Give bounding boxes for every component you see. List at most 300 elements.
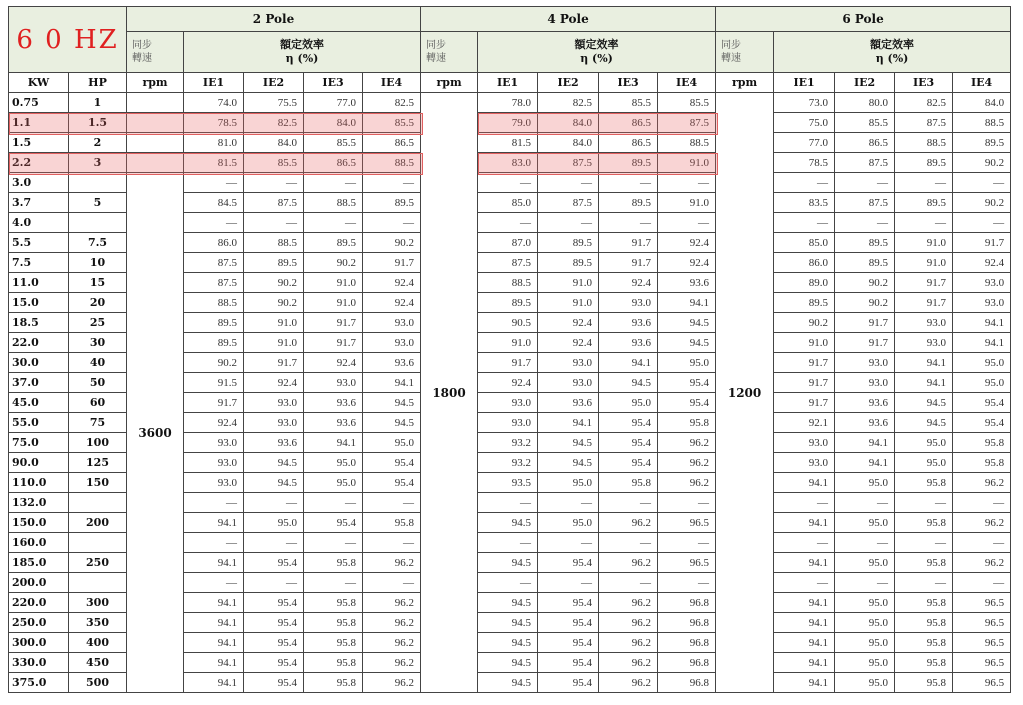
efficiency-cell: 93.6: [538, 393, 599, 413]
efficiency-cell: —: [895, 573, 953, 593]
efficiency-cell: —: [244, 493, 304, 513]
efficiency-cell: 95.8: [304, 593, 363, 613]
rpm-header: rpm: [421, 73, 478, 93]
efficiency-cell: 89.5: [599, 193, 658, 213]
rated-efficiency-label: [184, 32, 421, 73]
efficiency-cell: 96.8: [658, 633, 716, 653]
efficiency-cell: 90.2: [363, 233, 421, 253]
efficiency-cell: 95.4: [953, 413, 1011, 433]
efficiency-cell: 87.5: [895, 113, 953, 133]
ie4-header: IE4: [658, 73, 716, 93]
efficiency-cell: 84.0: [538, 113, 599, 133]
kw-cell: 75.0: [9, 433, 69, 453]
efficiency-cell: 95.4: [538, 593, 599, 613]
efficiency-cell: 94.1: [184, 513, 244, 533]
efficiency-cell: 95.8: [953, 433, 1011, 453]
efficiency-cell: 96.8: [658, 673, 716, 693]
efficiency-cell: 93.6: [835, 413, 895, 433]
efficiency-cell: —: [363, 573, 421, 593]
efficiency-cell: 95.0: [835, 653, 895, 673]
sync-speed-label: 同步 轉速: [127, 32, 184, 73]
efficiency-cell: 94.5: [244, 453, 304, 473]
efficiency-cell: 90.5: [478, 313, 538, 333]
efficiency-cell: —: [895, 493, 953, 513]
efficiency-cell: 91.0: [478, 333, 538, 353]
kw-cell: 18.5: [9, 313, 69, 333]
efficiency-unit: η (%): [875, 52, 909, 65]
efficiency-cell: 90.2: [244, 293, 304, 313]
efficiency-cell: 90.2: [774, 313, 835, 333]
efficiency-cell: 91.0: [658, 153, 716, 173]
efficiency-cell: 94.1: [363, 373, 421, 393]
hp-cell: 450: [69, 653, 127, 673]
efficiency-cell: —: [895, 213, 953, 233]
efficiency-cell: 95.8: [895, 613, 953, 633]
efficiency-cell: 91.0: [304, 273, 363, 293]
efficiency-cell: 96.2: [599, 513, 658, 533]
kw-cell: 90.0: [9, 453, 69, 473]
kw-header: KW: [9, 73, 69, 93]
efficiency-cell: 88.5: [953, 113, 1011, 133]
ie2-header: IE2: [835, 73, 895, 93]
hp-cell: 2: [69, 133, 127, 153]
kw-cell: 185.0: [9, 553, 69, 573]
kw-cell: 3.0: [9, 173, 69, 193]
efficiency-cell: 94.5: [538, 453, 599, 473]
efficiency-cell: 94.5: [363, 413, 421, 433]
hp-cell: 5: [69, 193, 127, 213]
efficiency-cell: —: [363, 533, 421, 553]
kw-cell: 11.0: [9, 273, 69, 293]
efficiency-cell: —: [835, 533, 895, 553]
efficiency-cell: 91.7: [835, 333, 895, 353]
kw-cell: 45.0: [9, 393, 69, 413]
kw-cell: 160.0: [9, 533, 69, 553]
rpm-cell: 1200: [716, 93, 774, 693]
efficiency-cell: —: [304, 173, 363, 193]
efficiency-cell: 94.5: [658, 333, 716, 353]
efficiency-cell: 95.4: [244, 593, 304, 613]
efficiency-cell: 92.1: [774, 413, 835, 433]
efficiency-cell: 77.0: [304, 93, 363, 113]
efficiency-cell: 91.7: [774, 353, 835, 373]
efficiency-cell: 95.8: [304, 613, 363, 633]
efficiency-cell: —: [835, 213, 895, 233]
efficiency-cell: 87.5: [538, 193, 599, 213]
sync-speed-label: 同步 轉速: [716, 32, 774, 73]
efficiency-cell: 93.0: [478, 413, 538, 433]
efficiency-cell: 81.0: [184, 133, 244, 153]
efficiency-cell: 89.5: [538, 233, 599, 253]
efficiency-cell: 94.5: [244, 473, 304, 493]
pole-header-6: 6 Pole: [716, 7, 1011, 32]
efficiency-cell: 92.4: [244, 373, 304, 393]
efficiency-cell: 93.0: [244, 393, 304, 413]
efficiency-cell: —: [658, 173, 716, 193]
efficiency-cell: 90.2: [244, 273, 304, 293]
kw-cell: 1.5: [9, 133, 69, 153]
efficiency-cell: 88.5: [478, 273, 538, 293]
hp-cell: 7.5: [69, 233, 127, 253]
efficiency-cell: 93.0: [835, 373, 895, 393]
efficiency-cell: —: [953, 533, 1011, 553]
efficiency-cell: 96.5: [953, 653, 1011, 673]
hp-cell: 300: [69, 593, 127, 613]
efficiency-cell: 84.0: [953, 93, 1011, 113]
kw-cell: 330.0: [9, 653, 69, 673]
efficiency-cell: 91.7: [478, 353, 538, 373]
efficiency-cell: 91.7: [599, 233, 658, 253]
kw-cell: 7.5: [9, 253, 69, 273]
efficiency-cell: 95.0: [835, 473, 895, 493]
efficiency-cell: —: [304, 493, 363, 513]
efficiency-cell: 95.4: [244, 553, 304, 573]
efficiency-cell: 96.2: [953, 553, 1011, 573]
efficiency-cell: —: [774, 493, 835, 513]
efficiency-cell: 81.5: [478, 133, 538, 153]
rated-efficiency-title: 額定效率: [574, 38, 619, 51]
efficiency-cell: 91.0: [244, 313, 304, 333]
efficiency-cell: 94.1: [953, 333, 1011, 353]
efficiency-cell: —: [953, 213, 1011, 233]
efficiency-cell: 96.2: [363, 613, 421, 633]
efficiency-cell: —: [478, 213, 538, 233]
hp-cell: 30: [69, 333, 127, 353]
efficiency-cell: 89.5: [895, 153, 953, 173]
efficiency-cell: 96.5: [658, 553, 716, 573]
efficiency-cell: 94.5: [478, 653, 538, 673]
efficiency-cell: —: [363, 213, 421, 233]
kw-cell: 2.2: [9, 153, 69, 173]
efficiency-cell: 93.0: [363, 313, 421, 333]
efficiency-cell: —: [599, 573, 658, 593]
rpm-cell-blank: [127, 113, 184, 133]
efficiency-cell: 91.0: [895, 253, 953, 273]
hp-cell: 150: [69, 473, 127, 493]
efficiency-cell: 77.0: [774, 133, 835, 153]
efficiency-cell: —: [304, 573, 363, 593]
hp-cell: 125: [69, 453, 127, 473]
efficiency-cell: 82.5: [363, 93, 421, 113]
efficiency-cell: 85.5: [658, 93, 716, 113]
efficiency-cell: 86.5: [304, 153, 363, 173]
efficiency-cell: 91.7: [244, 353, 304, 373]
efficiency-cell: 96.2: [658, 473, 716, 493]
efficiency-cell: 93.6: [244, 433, 304, 453]
efficiency-cell: 82.5: [244, 113, 304, 133]
efficiency-cell: 95.4: [538, 633, 599, 653]
efficiency-cell: 87.5: [658, 113, 716, 133]
efficiency-cell: 94.1: [835, 453, 895, 473]
hp-cell: 500: [69, 673, 127, 693]
kw-cell: 250.0: [9, 613, 69, 633]
efficiency-cell: 95.8: [895, 653, 953, 673]
efficiency-cell: 95.8: [895, 673, 953, 693]
efficiency-cell: 90.2: [953, 153, 1011, 173]
efficiency-cell: 94.1: [599, 353, 658, 373]
efficiency-cell: 89.5: [774, 293, 835, 313]
efficiency-cell: 95.0: [835, 593, 895, 613]
efficiency-cell: 94.5: [478, 553, 538, 573]
efficiency-cell: 94.1: [658, 293, 716, 313]
efficiency-cell: —: [478, 533, 538, 553]
hp-cell: 75: [69, 413, 127, 433]
efficiency-cell: 85.5: [599, 93, 658, 113]
efficiency-cell: 93.0: [774, 453, 835, 473]
hp-cell: 1: [69, 93, 127, 113]
efficiency-cell: 92.4: [953, 253, 1011, 273]
efficiency-cell: 90.2: [184, 353, 244, 373]
efficiency-cell: 94.5: [478, 593, 538, 613]
efficiency-cell: —: [895, 533, 953, 553]
pole-header-row: [9, 7, 1011, 32]
efficiency-cell: 93.0: [538, 353, 599, 373]
efficiency-cell: 85.5: [244, 153, 304, 173]
efficiency-cell: 96.2: [363, 553, 421, 573]
efficiency-cell: 87.5: [835, 153, 895, 173]
efficiency-cell: 78.0: [478, 93, 538, 113]
efficiency-cell: —: [184, 533, 244, 553]
efficiency-header-row: [9, 32, 1011, 73]
efficiency-cell: 91.0: [538, 293, 599, 313]
efficiency-cell: 91.7: [304, 333, 363, 353]
hp-header: HP: [69, 73, 127, 93]
efficiency-cell: 94.1: [895, 373, 953, 393]
efficiency-cell: 91.7: [599, 253, 658, 273]
efficiency-cell: 93.0: [895, 333, 953, 353]
efficiency-cell: 93.0: [774, 433, 835, 453]
rpm-cell: 3600: [127, 173, 184, 693]
efficiency-cell: 96.2: [599, 653, 658, 673]
efficiency-cell: 94.1: [184, 593, 244, 613]
table-row: [9, 93, 1011, 113]
efficiency-cell: 87.5: [478, 253, 538, 273]
efficiency-cell: 94.5: [478, 633, 538, 653]
hp-cell: 250: [69, 553, 127, 573]
efficiency-cell: —: [658, 213, 716, 233]
efficiency-cell: 95.8: [895, 513, 953, 533]
kw-cell: 200.0: [9, 573, 69, 593]
efficiency-cell: 96.2: [599, 633, 658, 653]
efficiency-cell: 95.4: [538, 653, 599, 673]
rpm-header: rpm: [716, 73, 774, 93]
efficiency-cell: 86.0: [184, 233, 244, 253]
efficiency-cell: 86.0: [774, 253, 835, 273]
efficiency-cell: 89.5: [184, 333, 244, 353]
efficiency-cell: 96.2: [363, 653, 421, 673]
efficiency-cell: —: [304, 213, 363, 233]
efficiency-cell: 93.6: [304, 393, 363, 413]
efficiency-cell: 95.0: [953, 353, 1011, 373]
efficiency-cell: —: [244, 213, 304, 233]
efficiency-cell: 93.0: [478, 393, 538, 413]
efficiency-cell: 86.5: [363, 133, 421, 153]
efficiency-cell: —: [538, 213, 599, 233]
kw-cell: 55.0: [9, 413, 69, 433]
efficiency-cell: 87.5: [184, 253, 244, 273]
efficiency-cell: 85.5: [363, 113, 421, 133]
efficiency-cell: —: [244, 173, 304, 193]
efficiency-cell: 73.0: [774, 93, 835, 113]
rpm-header: rpm: [127, 73, 184, 93]
efficiency-cell: 95.4: [244, 613, 304, 633]
efficiency-cell: 89.5: [599, 153, 658, 173]
efficiency-cell: 91.5: [184, 373, 244, 393]
rated-efficiency-label: [478, 32, 716, 73]
efficiency-cell: 95.0: [953, 373, 1011, 393]
efficiency-cell: 91.7: [895, 273, 953, 293]
efficiency-cell: 95.0: [244, 513, 304, 533]
efficiency-cell: 95.8: [304, 653, 363, 673]
kw-cell: 15.0: [9, 293, 69, 313]
efficiency-cell: 95.4: [538, 613, 599, 633]
efficiency-cell: 94.5: [363, 393, 421, 413]
rpm-cell: 1800: [421, 93, 478, 693]
efficiency-cell: 94.1: [538, 413, 599, 433]
efficiency-cell: 74.0: [184, 93, 244, 113]
efficiency-cell: 96.8: [658, 653, 716, 673]
efficiency-cell: 86.5: [599, 133, 658, 153]
kw-cell: 375.0: [9, 673, 69, 693]
efficiency-cell: 94.1: [774, 513, 835, 533]
efficiency-cell: 78.5: [774, 153, 835, 173]
efficiency-cell: 95.8: [953, 453, 1011, 473]
efficiency-cell: —: [953, 173, 1011, 193]
efficiency-cell: 93.6: [835, 393, 895, 413]
efficiency-cell: 96.2: [599, 673, 658, 693]
efficiency-cell: 91.0: [658, 193, 716, 213]
efficiency-cell: 95.8: [895, 633, 953, 653]
efficiency-cell: 94.5: [538, 433, 599, 453]
motor-efficiency-table: [8, 6, 1011, 693]
efficiency-cell: —: [599, 493, 658, 513]
efficiency-cell: —: [363, 173, 421, 193]
efficiency-cell: 94.1: [774, 653, 835, 673]
efficiency-cell: —: [774, 533, 835, 553]
kw-cell: 4.0: [9, 213, 69, 233]
efficiency-cell: 93.6: [304, 413, 363, 433]
efficiency-cell: 96.5: [953, 613, 1011, 633]
efficiency-cell: 95.8: [304, 553, 363, 573]
hp-cell: [69, 533, 127, 553]
efficiency-cell: 91.7: [304, 313, 363, 333]
efficiency-cell: 94.1: [774, 613, 835, 633]
efficiency-cell: 84.0: [538, 133, 599, 153]
efficiency-cell: 96.2: [599, 613, 658, 633]
efficiency-cell: 86.5: [835, 133, 895, 153]
efficiency-cell: —: [184, 173, 244, 193]
efficiency-cell: —: [478, 493, 538, 513]
hp-cell: 25: [69, 313, 127, 333]
efficiency-cell: 75.5: [244, 93, 304, 113]
efficiency-cell: 94.1: [304, 433, 363, 453]
efficiency-cell: 90.2: [835, 293, 895, 313]
efficiency-cell: 93.0: [953, 293, 1011, 313]
kw-cell: 110.0: [9, 473, 69, 493]
efficiency-cell: 95.8: [304, 633, 363, 653]
efficiency-cell: 92.4: [658, 253, 716, 273]
efficiency-cell: 87.5: [184, 273, 244, 293]
efficiency-cell: 92.4: [599, 273, 658, 293]
efficiency-cell: 93.0: [184, 433, 244, 453]
efficiency-cell: 93.2: [478, 453, 538, 473]
efficiency-unit: η (%): [285, 52, 319, 65]
efficiency-cell: 96.2: [658, 453, 716, 473]
efficiency-cell: 91.7: [835, 313, 895, 333]
efficiency-cell: 89.5: [538, 253, 599, 273]
efficiency-cell: 95.4: [658, 393, 716, 413]
efficiency-cell: 94.5: [478, 513, 538, 533]
efficiency-cell: —: [599, 213, 658, 233]
efficiency-cell: 78.5: [184, 113, 244, 133]
efficiency-cell: 88.5: [658, 133, 716, 153]
efficiency-cell: 93.0: [538, 373, 599, 393]
efficiency-cell: 95.8: [895, 553, 953, 573]
ie2-header: IE2: [244, 73, 304, 93]
efficiency-cell: 96.8: [658, 593, 716, 613]
efficiency-cell: 93.6: [363, 353, 421, 373]
efficiency-cell: 90.2: [953, 193, 1011, 213]
efficiency-cell: 95.4: [538, 553, 599, 573]
efficiency-cell: 95.0: [835, 553, 895, 573]
kw-cell: 220.0: [9, 593, 69, 613]
efficiency-cell: —: [244, 533, 304, 553]
kw-cell: 300.0: [9, 633, 69, 653]
rated-efficiency-title: 額定效率: [280, 38, 325, 51]
ie1-header: IE1: [774, 73, 835, 93]
ie2-header: IE2: [538, 73, 599, 93]
efficiency-cell: 92.4: [658, 233, 716, 253]
efficiency-cell: —: [244, 573, 304, 593]
efficiency-cell: 91.0: [774, 333, 835, 353]
ie1-header: IE1: [478, 73, 538, 93]
efficiency-cell: —: [184, 573, 244, 593]
efficiency-cell: 95.8: [599, 473, 658, 493]
efficiency-cell: 84.5: [184, 193, 244, 213]
efficiency-cell: 95.8: [895, 593, 953, 613]
efficiency-cell: 91.7: [774, 373, 835, 393]
hp-cell: 40: [69, 353, 127, 373]
efficiency-cell: 95.4: [363, 473, 421, 493]
efficiency-cell: 80.0: [835, 93, 895, 113]
efficiency-cell: 94.1: [184, 553, 244, 573]
hp-cell: 15: [69, 273, 127, 293]
ie4-header: IE4: [363, 73, 421, 93]
efficiency-cell: 94.1: [184, 673, 244, 693]
efficiency-cell: 85.0: [478, 193, 538, 213]
efficiency-cell: 94.1: [184, 653, 244, 673]
rated-efficiency-title: 額定效率: [870, 38, 915, 51]
kw-cell: 5.5: [9, 233, 69, 253]
efficiency-cell: 94.5: [895, 393, 953, 413]
efficiency-cell: 75.0: [774, 113, 835, 133]
efficiency-cell: 95.0: [835, 633, 895, 653]
efficiency-cell: —: [835, 573, 895, 593]
efficiency-cell: 94.1: [774, 593, 835, 613]
efficiency-cell: 93.6: [599, 313, 658, 333]
efficiency-cell: 94.1: [774, 473, 835, 493]
ie1-header: IE1: [184, 73, 244, 93]
efficiency-cell: 95.0: [363, 433, 421, 453]
efficiency-unit: η (%): [580, 52, 613, 65]
efficiency-cell: 88.5: [304, 193, 363, 213]
efficiency-cell: 91.7: [895, 293, 953, 313]
efficiency-cell: 94.1: [774, 673, 835, 693]
efficiency-cell: 82.5: [895, 93, 953, 113]
efficiency-cell: 91.0: [538, 273, 599, 293]
efficiency-cell: 96.5: [953, 673, 1011, 693]
efficiency-cell: 90.2: [835, 273, 895, 293]
